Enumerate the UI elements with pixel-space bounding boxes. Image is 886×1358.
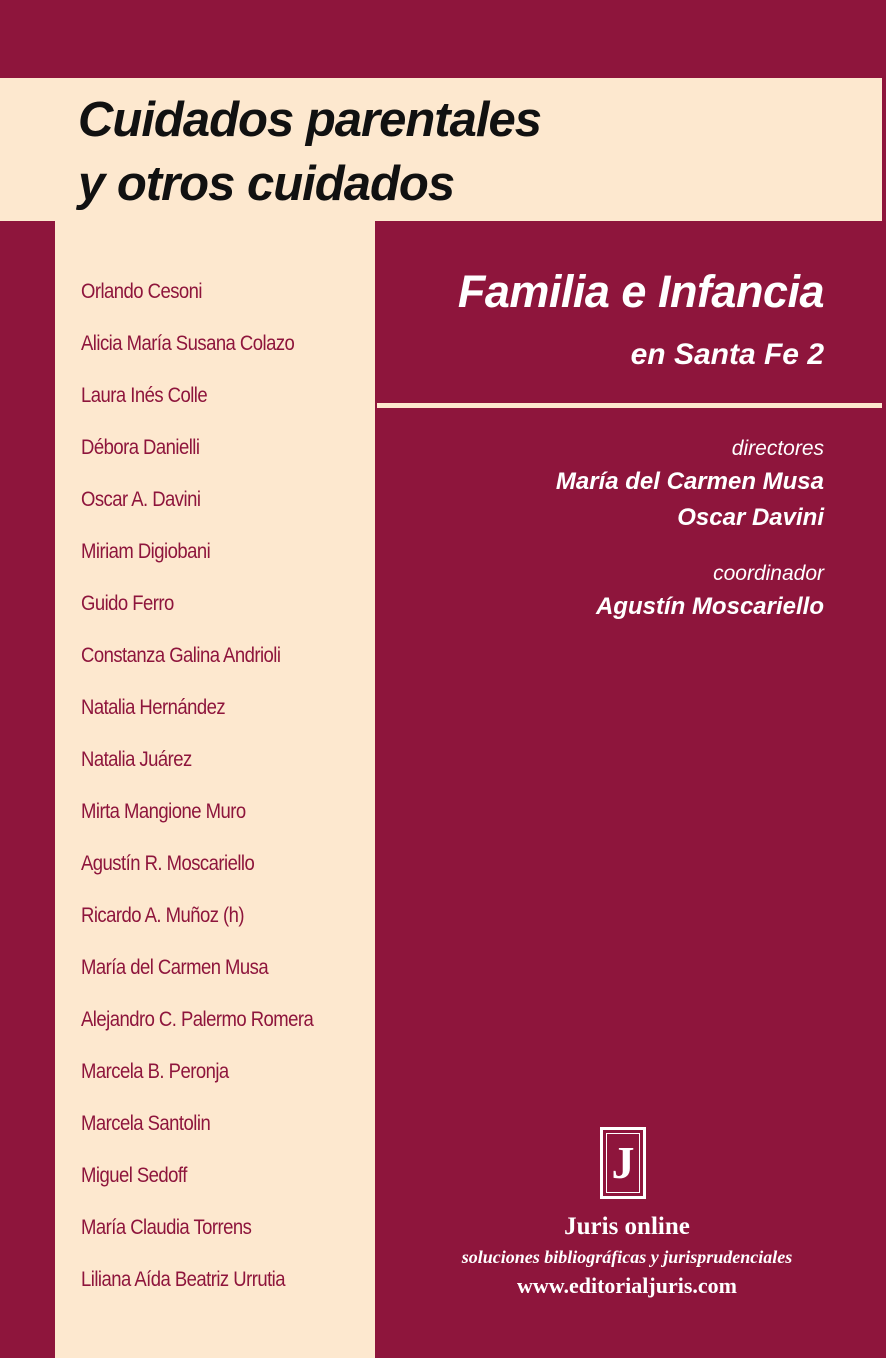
author-name: Marcela B. Peronja [81, 1060, 229, 1083]
author-name: Mirta Mangione Muro [81, 800, 246, 823]
director-name: Oscar Davini [677, 504, 824, 531]
author-name: Guido Ferro [81, 592, 174, 615]
author-name: Miriam Digiobani [81, 540, 211, 563]
coordinator-name: Agustín Moscariello [595, 593, 824, 620]
series-subtitle: en Santa Fe 2 [630, 338, 824, 371]
author-name: María Claudia Torrens [81, 1216, 252, 1239]
author-name: Laura Inés Colle [81, 384, 208, 407]
author-name: Liliana Aída Beatriz Urrutia [81, 1268, 286, 1291]
author-name: Marcela Santolin [81, 1112, 211, 1135]
author-name: Alicia María Susana Colazo [81, 332, 295, 355]
publisher-logo-letter: J [606, 1133, 640, 1193]
author-name: Ricardo A. Muñoz (h) [81, 904, 245, 927]
author-name: Orlando Cesoni [81, 280, 203, 303]
section-divider [377, 403, 882, 408]
director-name: María del Carmen Musa [555, 468, 824, 495]
author-name: Miguel Sedoff [81, 1164, 187, 1187]
directors-label: directores [731, 437, 824, 460]
publisher-name: Juris online [564, 1213, 690, 1240]
author-name: Constanza Galina Andrioli [81, 644, 281, 667]
author-name: Natalia Juárez [81, 748, 192, 771]
publisher-url: www.editorialjuris.com [517, 1273, 737, 1298]
publisher-logo-icon [600, 1127, 646, 1199]
publisher-tagline: soluciones bibliográficas y jurisprudenciales [461, 1247, 793, 1267]
author-name: Oscar A. Davini [81, 488, 201, 511]
coordinator-label: coordinador [713, 562, 824, 585]
author-name: María del Carmen Musa [81, 956, 269, 979]
author-name: Débora Danielli [81, 436, 200, 459]
author-name: Natalia Hernández [81, 696, 226, 719]
book-title-line-2: y otros cuidados [78, 157, 455, 211]
series-title: Familia e Infancia [457, 266, 824, 317]
book-title-line-1: Cuidados parentales [78, 93, 541, 147]
author-name: Agustín R. Moscariello [81, 852, 255, 875]
author-name: Alejandro C. Palermo Romera [81, 1008, 314, 1031]
